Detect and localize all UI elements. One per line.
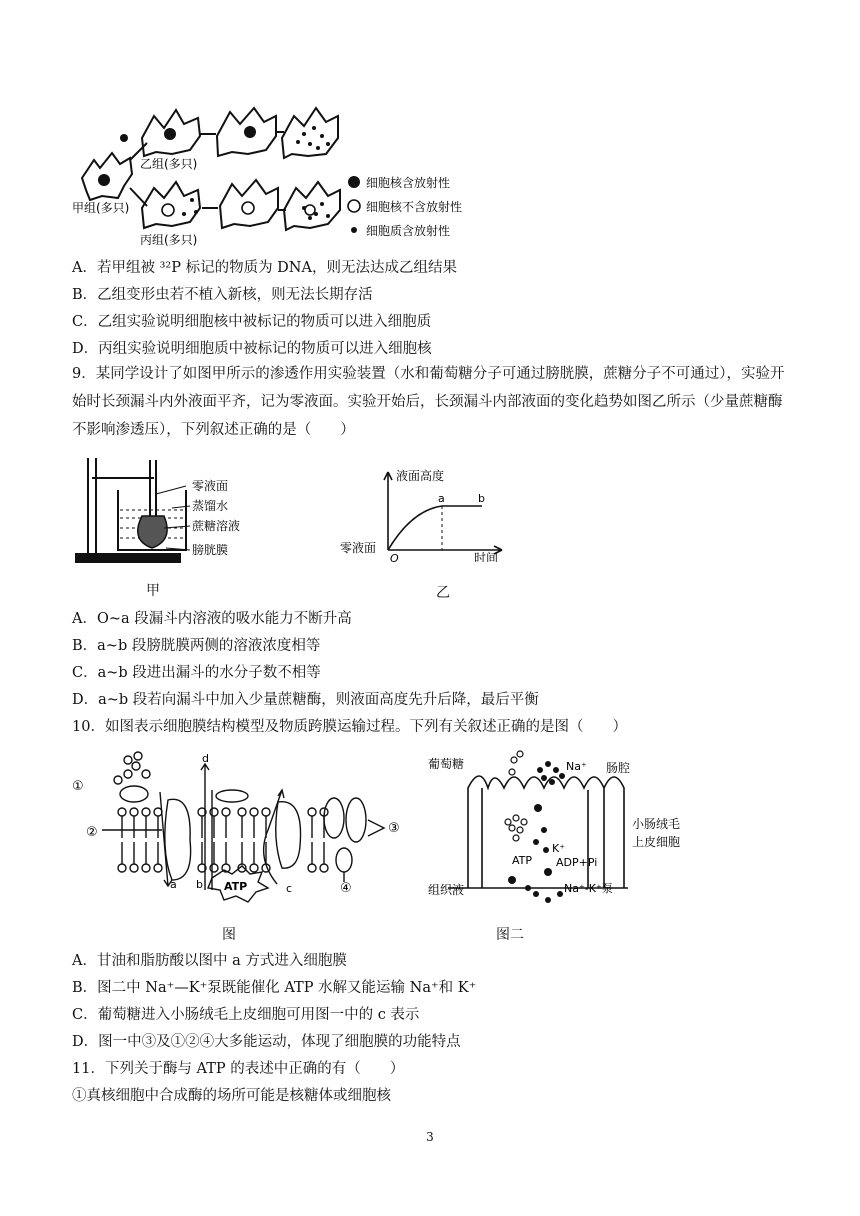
label-na-k-pump: Na⁺-K⁺泵: [564, 882, 613, 895]
osmosis-apparatus-figure: [72, 450, 272, 568]
legend-nucleus-not-radioactive: 细胞核不含放射性: [366, 200, 463, 214]
label-distilled-water: 蒸馏水: [192, 499, 229, 513]
label-bladder-membrane: 膀胱膜: [192, 543, 229, 557]
q10-stem: 10．如图表示细胞膜结构模型及物质跨膜运输过程。下列有关叙述正确的是图（ ）: [72, 719, 627, 735]
label-villus: 小肠绒毛: [632, 817, 681, 831]
label-k: K⁺: [552, 842, 566, 855]
carrier-protein: [276, 802, 301, 868]
label-2: ②: [86, 825, 98, 840]
label-3: ③: [388, 821, 400, 836]
q8-option-c: C．乙组实验说明细胞核中被标记的物质可以进入细胞质: [72, 314, 432, 330]
label-c: c: [286, 882, 293, 895]
label-a: a: [170, 878, 177, 891]
q10-option-d: D．图一中③及①②④大多能运动，体现了细胞膜的功能特点: [72, 1034, 461, 1050]
q11-stem: 11．下列关于酶与 ATP 的表述中正确的有（ ）: [72, 1061, 405, 1077]
label-glucose: 葡萄糖: [428, 757, 465, 771]
caption-yi: 乙: [436, 585, 450, 601]
q8-option-a: A．若甲组被 ³²P 标记的物质为 DNA，则无法达成乙组结果: [72, 260, 457, 276]
label-lumen: 肠腔: [606, 761, 631, 775]
legend-nucleus-radioactive: 细胞核含放射性: [366, 176, 451, 190]
label-tissue-fluid: 组织液: [428, 883, 465, 897]
intestinal-cell-figure: [428, 748, 720, 908]
caption-fig2: 图二: [496, 927, 524, 943]
label-jia-group: 甲组(多只): [72, 201, 130, 215]
chart-point-a: a: [438, 492, 445, 505]
chart-ylabel: 液面高度: [396, 469, 445, 483]
q8-option-d: D．丙组实验说明细胞质中被标记的物质可以进入细胞核: [72, 341, 432, 357]
label-atp: ATP: [224, 880, 248, 893]
chart-xlabel: 时间: [474, 551, 499, 562]
q9-stem: 9．某同学设计了如图甲所示的渗透作用实验装置（水和葡萄糖分子可通过膀胱膜，蔗糖分子不可通过），实验开始时长颈漏斗内外液面平齐，记为零液面。实验开始后，长颈漏斗内部液面的变化趋势如图乙所示（少量蔗糖酶不影响渗透压），下列叙述正确的是（ ）: [72, 366, 785, 438]
label-yi-group: 乙组(多只): [140, 157, 198, 171]
q10-option-c: C．葡萄糖进入小肠绒毛上皮细胞可用图一中的 c 表示: [72, 1007, 420, 1023]
label-atp-2: ATP: [512, 854, 533, 867]
q9-option-b: B．a~b 段膀胱膜两侧的溶液浓度相等: [72, 638, 321, 654]
chart-point-b: b: [478, 492, 485, 505]
amoeba-bing-2: [220, 180, 278, 228]
chart-zero-level: 零液面: [340, 541, 377, 555]
membrane-model-figure: [72, 750, 412, 910]
label-d: d: [202, 752, 209, 765]
q8-option-b: B．乙组变形虫若不植入新核，则无法长期存活: [72, 287, 373, 303]
legend-cytoplasm-radioactive: 细胞质含放射性: [366, 224, 451, 238]
caption-fig1: 图: [222, 927, 236, 943]
label-zero-level: 零液面: [192, 479, 229, 493]
label-epithelial-cell: 上皮细胞: [632, 835, 681, 849]
label-bing-group: 丙组(多只): [140, 233, 198, 247]
phospholipid-bilayer: [118, 808, 328, 872]
q9-option-d: D．a~b 段若向漏斗中加入少量蔗糖酶，则液面高度先升后降，最后平衡: [72, 692, 539, 708]
label-4: ④: [340, 881, 352, 896]
page-number: 3: [426, 1130, 434, 1144]
amoeba-yi-3: [282, 108, 338, 158]
chart-origin: O: [390, 552, 399, 562]
label-na: Na⁺: [566, 760, 587, 773]
liquid-level-chart: [340, 462, 520, 562]
q10-option-a: A．甘油和脂肪酸以图中 a 方式进入细胞膜: [72, 953, 347, 969]
q9-option-c: C．a~b 段进出漏斗的水分子数不相等: [72, 665, 321, 681]
protein-channel: [165, 799, 191, 880]
label-1: ①: [72, 779, 84, 794]
label-sucrose-solution: 蔗糖溶液: [192, 519, 241, 533]
label-adp-pi: ADP+Pi: [556, 856, 598, 869]
liquid-level-curve: [388, 506, 482, 550]
q10-option-b: B．图二中 Na⁺—K⁺泵既能催化 ATP 水解又能运输 Na⁺和 K⁺: [72, 980, 477, 996]
label-b: b: [196, 878, 203, 891]
q9-option-a: A．O~a 段漏斗内溶液的吸水能力不断升高: [72, 611, 352, 627]
amoeba-experiment-figure: [72, 98, 492, 250]
caption-jia: 甲: [146, 583, 160, 599]
q11-item-1: ①真核细胞中合成酶的场所可能是核糖体或细胞核: [72, 1088, 391, 1104]
